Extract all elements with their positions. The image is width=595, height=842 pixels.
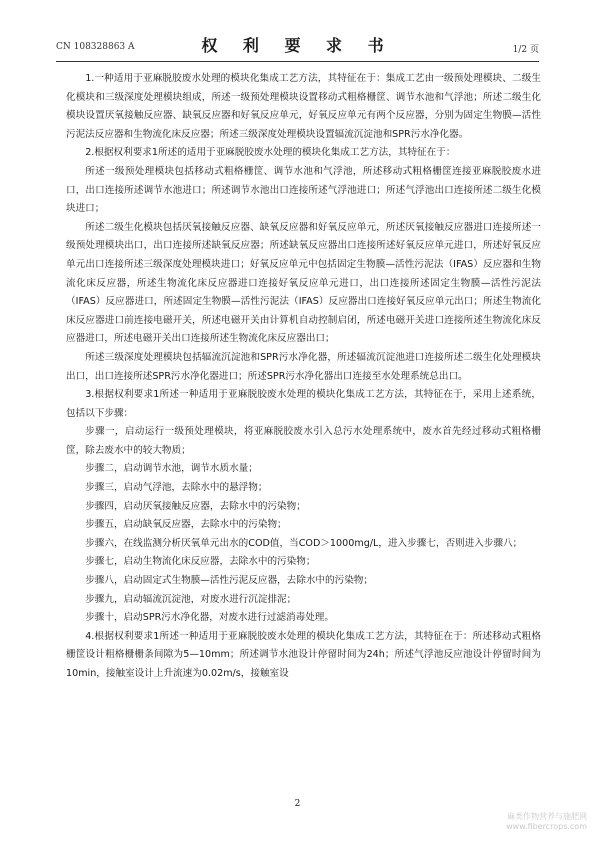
claim-2-intro: 2.根据权利要求1所述的适用于亚麻脱胶废水处理的模块化集成工艺方法，其特征在于： (85, 147, 456, 159)
step-9: 步骤九，启动辐流沉淀池，对废水进行沉淀排泥； (85, 593, 297, 605)
watermark-url: www.fibercrops.com (506, 822, 587, 831)
step-1: 步骤一，启动运行一级预处理模块，将亚麻脱胶废水引入总污水处理系统中，废水首先经过移动式粗格栅筐，除去废水中的较大物质； (66, 426, 541, 456)
page-number: 2 (294, 799, 301, 809)
watermark-name: 麻类作物营养与施肥网 (507, 812, 587, 821)
step-8: 步骤八，启动固定式生物膜—活性污泥反应器，去除水中的污染物； (85, 575, 373, 587)
step-2: 步骤二，启动调节水池，调节水质水量； (85, 463, 258, 475)
page-title: 权 利 要 求 书 (201, 36, 394, 55)
watermark (427, 812, 587, 832)
claims-body (66, 70, 541, 684)
document-header (56, 28, 539, 62)
header-divider (56, 61, 539, 62)
step-10: 步骤十，启动SPR污水净化器，对废水进行过滤消毒处理。 (85, 612, 334, 624)
claim-2-module-2: 所述二级生化模块包括厌氧接触反应器、缺氧反应器和好氧反应单元，所述厌氧接触反应器进口连接所述一级预处理模块出口，出口连接所述缺氧反应器；所述缺氧反应器出口连接所述好氧反应单元进口，所述好氧反应单元出口连接所述三级深度处理模块进口；好氧反应单元中包括固定生物膜—活性污泥法（IFAS）反应器和生物流化床反应器，所述生物流化床反应器进口连接好氧反应单元进口，出口连接所述固定生物膜—活性污泥法（IFAS）反应器进口，所述固定生物膜—活性污泥法（IFAS）反应器出口连接好氧反应单元出口；所述生物流化床反应器进口前连接电磁开关，所述电磁开关由计算机自动控制启闭，所述电磁开关进口连接所述生物流化床反应器进口，所述电磁开关出口连接所述生物流化床反应器出口； (66, 221, 541, 345)
claim-2-module-3: 所述三级深度处理模块包括辐流沉淀池和SPR污水净化器，所述辐流沉淀池进口连接所述二级生化处理模块出口，出口连接所述SPR污水净化器进口；所述SPR污水净化器出口连接至水处理系统总出口。 (66, 351, 541, 382)
patent-number: CN 108328863 A (56, 42, 135, 52)
step-4: 步骤四，启动厌氧接触反应器，去除水中的污染物； (85, 500, 306, 512)
step-5: 步骤五，启动缺氧反应器，去除水中的污染物； (85, 519, 287, 531)
page-indicator: 1/2 页 (512, 45, 539, 55)
claim-2-module-1: 所述一级预处理模块包括移动式粗格栅筐、调节水池和气浮池，所述移动式粗格栅筐连接亚麻脱胶废水进口，出口连接所述调节水池进口；所述调节水池出口连接所述气浮池进口；所述气浮池出口连接所述二级生化模块进口； (66, 165, 541, 215)
claim-4: 4.根据权利要求1所述一种适用于亚麻脱胶废水处理的模块化集成工艺方法，其特征在于：所述移动式粗格栅筐设计粗格栅栅条间隙为5—10mm；所述调节水池设计停留时间为24h；所述气浮池反应池设计停留时间为10min，接触室设计上升流速为0.02m/s，接触室设 (66, 630, 541, 679)
claim-1: 1.一种适用于亚麻脱胶废水处理的模块化集成工艺方法，其特征在于：集成工艺由一级预处理模块、二级生化模块和三级深度处理模块组成，所述一级预处理模块设置移动式粗格栅筐、调节水池和气浮池；所述二级生化模块设置厌氧接触反应器、缺氧反应器和好氧反应单元，好氧反应单元有两个反应器，分别为固定生物膜—活性污泥法反应器和生物流化床反应器；所述三级深度处理模块设置辐流沉淀池和SPR污水净化器。 (66, 73, 541, 140)
step-6: 步骤六，在线监测分析厌氧单元出水的COD值，当COD＞1000mg/L，进入步骤七，否则进入步骤八； (85, 537, 523, 549)
step-7: 步骤七，启动生物流化床反应器，去除水中的污染物； (85, 556, 316, 568)
claim-3-intro: 3.根据权利要求1所述一种适用于亚麻脱胶废水处理的模块化集成工艺方法，其特征在于，采用上述系统，包括以下步骤： (66, 389, 541, 419)
step-3: 步骤三，启动气浮池，去除水中的悬浮物； (85, 482, 268, 494)
